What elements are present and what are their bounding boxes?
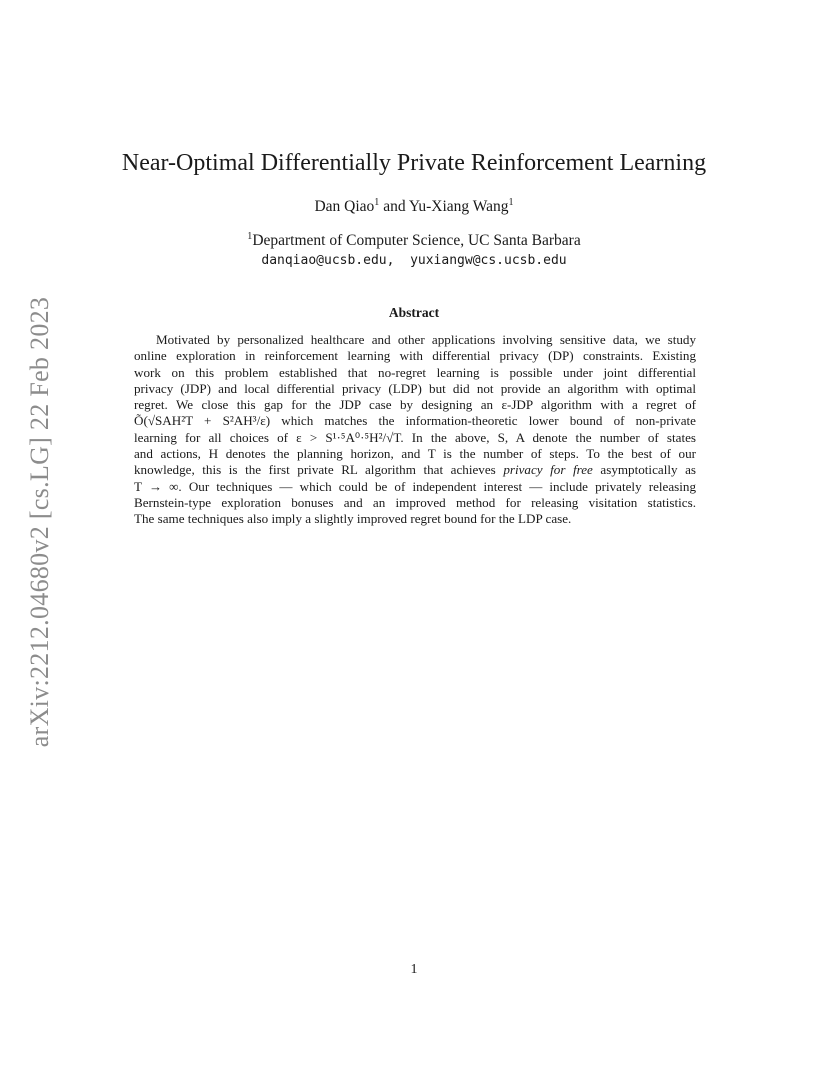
abstract-emphasis: privacy for free [503,462,593,478]
abstract-line: Õ(√SAH²T + S²AH³/ε) which matches the information-theoretic lower bound of non-private [134,413,696,429]
arxiv-stamp-text: arXiv:2212.04680v2 [cs.LG] 22 Feb 2023 [25,296,54,748]
abstract-text: knowledge, this is the first private RL algorithm that achieves [134,462,496,478]
author-name: Dan Qiao [314,198,375,215]
abstract-line: Motivated by personalized healthcare and other applications involving sensitive data, we study [156,332,696,347]
author-connector: and [379,198,409,215]
author-name: Yu-Xiang Wang [408,198,509,215]
abstract-line: and actions, H denotes the planning horizon, and T is the number of steps. To the best of our [134,446,696,462]
abstract-line: work on this problem established that no-regret learning is possible under joint differential [134,364,696,380]
abstract-line [134,462,696,478]
author-affiliation-mark: 1 [374,196,380,208]
abstract-line: learning for all choices of ε > S¹·⁵A⁰·⁵H²/√T. In the above, S, A denote the number of states [134,429,696,445]
abstract-body [134,332,696,528]
author-list [0,198,828,216]
abstract-line: online exploration in reinforcement learning with differential privacy (DP) constraints. Existing [134,348,696,364]
abstract-line: regret. We close this gap for the JDP case by designing an ε-JDP algorithm with a regret of [134,397,696,413]
paper-title: Near-Optimal Differentially Private Reinforcement Learning [121,150,707,176]
abstract-line: T → ∞. Our techniques — which could be of independent interest — include privately releasing [134,478,696,494]
abstract-text: asymptotically as [592,462,696,478]
abstract-heading: Abstract [388,305,440,320]
abstract-line: Bernstein-type exploration bonuses and an improved method for releasing visitation statistics. [134,494,696,510]
author-affiliation-mark: 1 [508,196,514,208]
affiliation-mark: 1 [247,230,253,242]
abstract-line: privacy (JDP) and local differential privacy (LDP) but did not provide an algorithm with optimal [134,380,696,396]
affiliation-text: Department of Computer Science, UC Santa Barbara [252,232,581,249]
affiliation [0,232,828,250]
page-number: 1 [410,962,418,977]
abstract-line: The same techniques also imply a slightly improved regret bound for the LDP case. [134,511,572,527]
author-emails: danqiao@ucsb.edu, yuxiangw@cs.ucsb.edu [261,253,567,268]
